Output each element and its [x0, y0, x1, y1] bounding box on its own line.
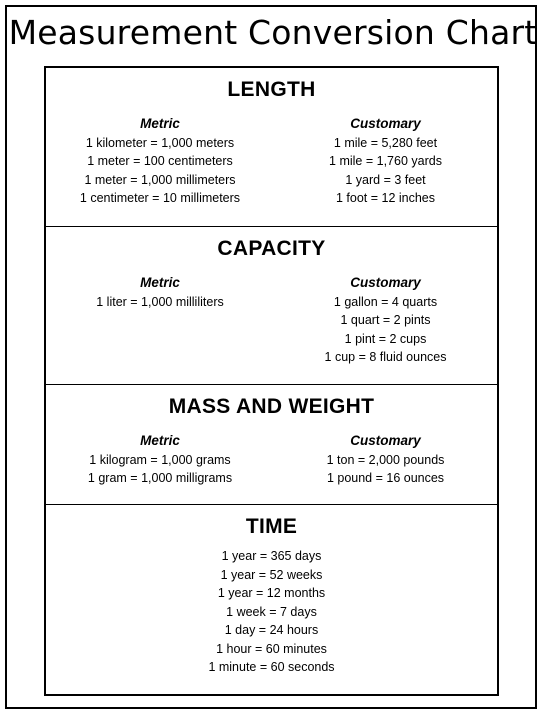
column-heading-customary: Customary [350, 433, 421, 448]
conversion-row: 1 centimeter = 10 millimeters [79, 191, 241, 205]
conversion-row: 1 hour = 60 minutes [216, 641, 327, 656]
mass-weight-section [46, 384, 497, 504]
conversion-row: 1 gallon = 4 quarts [333, 294, 438, 309]
conversion-row: 1 week = 7 days [226, 604, 317, 619]
conversion-row: 1 liter = 1,000 milliliters [96, 294, 224, 309]
section-heading-mass-weight: MASS AND WEIGHT [168, 395, 375, 418]
mass-metric-column [46, 432, 274, 488]
time-column [46, 547, 497, 677]
length-metric-column [46, 115, 274, 208]
column-heading-customary: Customary [350, 116, 421, 131]
mass-customary-column [274, 432, 497, 488]
conversion-row: 1 foot = 12 inches [335, 191, 436, 205]
column-heading-metric: Metric [140, 116, 180, 131]
conversion-row: 1 mile = 1,760 yards [329, 154, 442, 168]
page-title: Measurement Conversion Chart [8, 13, 538, 52]
column-heading-customary: Customary [350, 275, 421, 290]
conversion-row: 1 day = 24 hours [224, 623, 319, 637]
conversion-row: 1 mile = 5,280 feet [333, 135, 438, 150]
conversion-row: 1 meter = 1,000 millimeters [84, 172, 236, 187]
conversion-row: 1 kilometer = 1,000 meters [85, 135, 235, 150]
conversion-row: 1 pound = 16 ounces [326, 471, 445, 485]
conversion-row: 1 cup = 8 fluid ounces [324, 350, 447, 364]
conversion-row: 1 year = 365 days [221, 549, 322, 563]
conversion-row: 1 year = 12 months [217, 586, 326, 600]
conversion-row: 1 gram = 1,000 milligrams [87, 471, 233, 485]
length-customary-column [274, 115, 497, 208]
section-heading-length: LENGTH [227, 78, 316, 101]
conversion-row: 1 quart = 2 pints [340, 313, 431, 327]
conversion-row: 1 kilogram = 1,000 grams [89, 452, 231, 467]
conversion-row: 1 year = 52 weeks [220, 567, 323, 582]
conversion-row: 1 yard = 3 feet [345, 172, 426, 187]
conversion-table [44, 66, 499, 696]
conversion-row: 1 pint = 2 cups [344, 331, 427, 346]
column-heading-metric: Metric [140, 275, 180, 290]
section-heading-capacity: CAPACITY [217, 237, 326, 260]
conversion-row: 1 ton = 2,000 pounds [326, 452, 445, 467]
capacity-metric-column [46, 274, 274, 311]
section-heading-time: TIME [245, 515, 298, 538]
conversion-row: 1 minute = 60 seconds [208, 660, 335, 674]
column-heading-metric: Metric [140, 433, 180, 448]
capacity-section [46, 226, 497, 384]
capacity-customary-column [274, 274, 497, 367]
length-section [46, 68, 497, 226]
conversion-row: 1 meter = 100 centimeters [87, 154, 233, 168]
time-section [46, 504, 497, 694]
